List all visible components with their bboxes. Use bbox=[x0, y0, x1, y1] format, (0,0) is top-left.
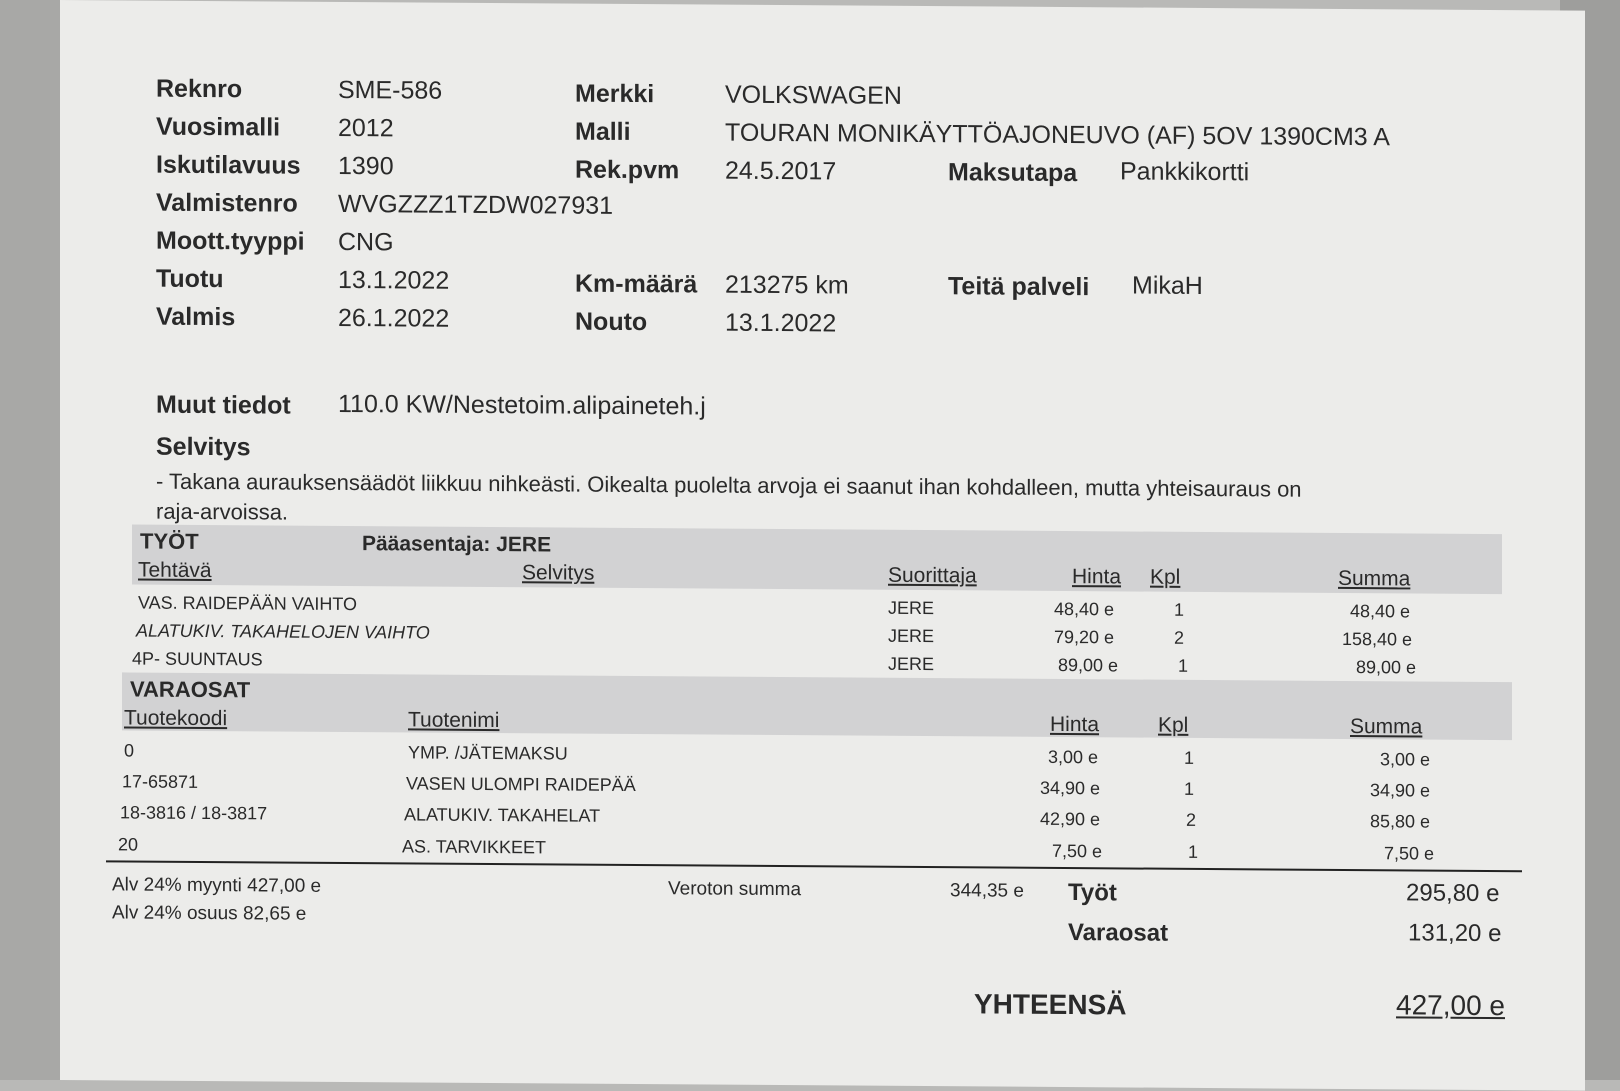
km-value: 213275 km bbox=[725, 270, 849, 300]
alv-osuus: Alv 24% osuus 82,65 e bbox=[112, 902, 307, 925]
palveli-value: MikaH bbox=[1132, 271, 1203, 300]
col-tuotenimi: Tuotenimi bbox=[408, 708, 500, 733]
invoice-paper bbox=[60, 0, 1585, 1091]
v-hinta: 3,00 e bbox=[1048, 746, 1099, 768]
tyot-kpl: 1 bbox=[1174, 599, 1185, 620]
v-tuotenimi: VASEN ULOMPI RAIDEPÄÄ bbox=[406, 773, 636, 796]
v-tuotenimi: AS. TARVIKKEET bbox=[402, 836, 547, 858]
v-kpl: 2 bbox=[1186, 809, 1197, 830]
tyot-kpl: 1 bbox=[1178, 655, 1189, 676]
v-tuotekoodi: 0 bbox=[124, 740, 135, 761]
tyot-header-band bbox=[132, 525, 1502, 595]
vuosimalli-value: 2012 bbox=[338, 113, 394, 143]
merkki-label: Merkki bbox=[575, 79, 655, 109]
paaasentaja: Pääasentaja: JERE bbox=[362, 532, 552, 557]
col-suorittaja: Suorittaja bbox=[888, 563, 977, 588]
v-tuotenimi: ALATUKIV. TAKAHELAT bbox=[404, 804, 601, 826]
tyot-total-label: Työt bbox=[1068, 879, 1117, 907]
yhteensa-value: 427,00 e bbox=[1396, 989, 1505, 1022]
selvitys-label: Selvitys bbox=[156, 432, 251, 462]
selvitys-text-line1: - Takana aurauksensäädöt liikkuu nihkeästi. Oikealta puolelta arvoja ei saanut ihan kohdalleen, mutta yhteisauraus on bbox=[156, 468, 1302, 502]
v-tuotekoodi: 17-65871 bbox=[122, 771, 199, 792]
tyot-total-value: 295,80 e bbox=[1406, 879, 1500, 908]
varaosat-total-label: Varaosat bbox=[1068, 919, 1169, 947]
veroton-label: Veroton summa bbox=[668, 878, 802, 901]
palveli-label: Teitä palveli bbox=[948, 272, 1090, 302]
tuotu-value: 13.1.2022 bbox=[338, 265, 450, 295]
nouto-value: 13.1.2022 bbox=[725, 308, 837, 338]
v-summa: 85,80 e bbox=[1370, 811, 1431, 832]
veroton-value: 344,35 e bbox=[950, 880, 1024, 902]
tyot-title: TYÖT bbox=[140, 528, 199, 554]
col-summa: Summa bbox=[1338, 566, 1411, 591]
rekpvm-label: Rek.pvm bbox=[575, 155, 680, 185]
col-tehtava: Tehtävä bbox=[138, 558, 212, 583]
v-hinta: 42,90 e bbox=[1040, 808, 1101, 830]
reknro-value: SME-586 bbox=[338, 75, 443, 105]
v-tuotenimi: YMP. /JÄTEMAKSU bbox=[408, 742, 568, 764]
malli-value: TOURAN MONIKÄYTTÖAJONEUVO (AF) 5OV 1390CM3 A bbox=[725, 118, 1390, 152]
malli-label: Malli bbox=[575, 117, 631, 146]
v-tuotekoodi: 20 bbox=[118, 834, 139, 855]
nouto-label: Nouto bbox=[575, 307, 648, 337]
col-v-summa: Summa bbox=[1350, 715, 1423, 739]
tyot-tehtava: ALATUKIV. TAKAHELOJEN VAIHTO bbox=[136, 620, 430, 643]
reknro-label: Reknro bbox=[156, 74, 243, 104]
valmistenro-value: WVGZZZ1TZDW027931 bbox=[338, 189, 614, 220]
tyot-suorittaja: JERE bbox=[888, 653, 935, 675]
tyot-hinta: 48,40 e bbox=[1054, 598, 1115, 620]
tyot-hinta: 79,20 e bbox=[1054, 626, 1115, 648]
col-selvitys: Selvitys bbox=[522, 561, 595, 585]
tyot-suorittaja: JERE bbox=[888, 625, 935, 647]
tyot-tehtava: 4P- SUUNTAUS bbox=[132, 648, 263, 670]
varaosat-header-band bbox=[122, 672, 1512, 740]
tuotu-label: Tuotu bbox=[156, 264, 224, 294]
maksutapa-value: Pankkikortti bbox=[1120, 157, 1250, 187]
col-tuotekoodi: Tuotekoodi bbox=[124, 706, 228, 731]
maksutapa-label: Maksutapa bbox=[948, 158, 1078, 188]
moott-value: CNG bbox=[338, 227, 394, 257]
alv-myynti: Alv 24% myynti 427,00 e bbox=[112, 874, 322, 897]
valmis-label: Valmis bbox=[156, 302, 236, 332]
v-summa: 3,00 e bbox=[1380, 749, 1431, 770]
valmistenro-label: Valmistenro bbox=[156, 188, 298, 218]
muut-value: 110.0 KW/Nestetoim.alipaineteh.j bbox=[338, 389, 706, 421]
v-kpl: 1 bbox=[1184, 778, 1195, 799]
varaosat-title: VARAOSAT bbox=[130, 676, 251, 703]
col-v-kpl: Kpl bbox=[1158, 713, 1189, 737]
yhteensa-label: YHTEENSÄ bbox=[974, 988, 1127, 1021]
merkki-value: VOLKSWAGEN bbox=[725, 80, 902, 110]
tyot-summa: 158,40 e bbox=[1342, 628, 1413, 650]
col-v-hinta: Hinta bbox=[1050, 712, 1100, 737]
v-summa: 7,50 e bbox=[1384, 843, 1435, 864]
rekpvm-value: 24.5.2017 bbox=[725, 156, 837, 186]
tyot-summa: 48,40 e bbox=[1350, 601, 1411, 622]
iskutilavuus-label: Iskutilavuus bbox=[156, 150, 301, 180]
selvitys-text-line2: raja-arvoissa. bbox=[156, 498, 289, 525]
tyot-kpl: 2 bbox=[1174, 627, 1185, 648]
valmis-value: 26.1.2022 bbox=[338, 303, 450, 333]
tyot-suorittaja: JERE bbox=[888, 597, 935, 619]
km-label: Km-määrä bbox=[575, 269, 698, 299]
v-kpl: 1 bbox=[1188, 841, 1199, 862]
tyot-summa: 89,00 e bbox=[1356, 657, 1417, 678]
v-summa: 34,90 e bbox=[1370, 780, 1431, 801]
moott-label: Moott.tyyppi bbox=[156, 226, 305, 256]
col-kpl: Kpl bbox=[1150, 565, 1181, 589]
varaosat-total-value: 131,20 e bbox=[1408, 919, 1502, 948]
v-hinta: 7,50 e bbox=[1052, 840, 1103, 862]
muut-label: Muut tiedot bbox=[156, 390, 291, 420]
tyot-tehtava: VAS. RAIDEPÄÄN VAIHTO bbox=[138, 592, 358, 615]
v-tuotekoodi: 18-3816 / 18-3817 bbox=[120, 802, 268, 824]
v-kpl: 1 bbox=[1184, 747, 1195, 768]
iskutilavuus-value: 1390 bbox=[338, 151, 394, 181]
tyot-hinta: 89,00 e bbox=[1058, 654, 1119, 676]
v-hinta: 34,90 e bbox=[1040, 777, 1101, 799]
vuosimalli-label: Vuosimalli bbox=[156, 112, 281, 142]
totals-divider bbox=[106, 860, 1522, 872]
col-hinta: Hinta bbox=[1072, 565, 1122, 589]
